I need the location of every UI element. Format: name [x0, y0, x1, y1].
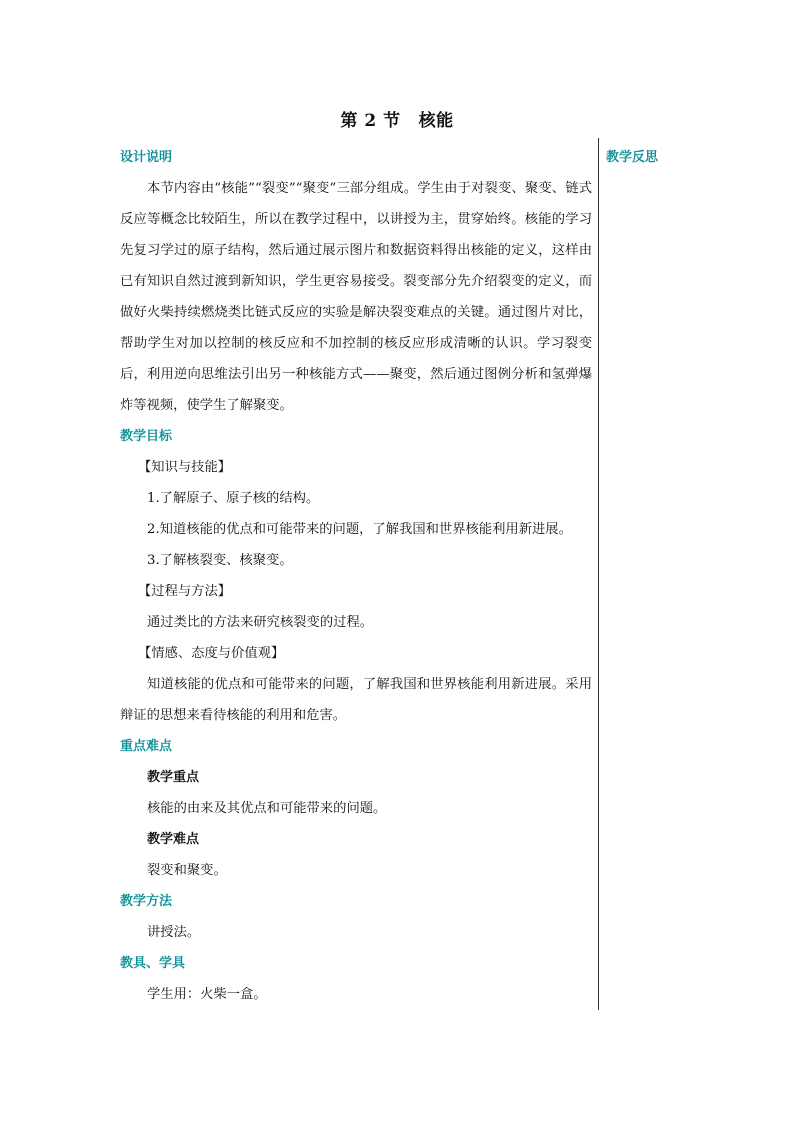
tools-heading: 教具、学具 — [120, 956, 186, 971]
knowledge-label: 【知识与技能】 — [138, 460, 232, 475]
knowledge-item-3: 3.了解核裂变、核聚变。 — [147, 553, 293, 568]
difficulty-text: 裂变和聚变。 — [147, 863, 227, 878]
column-divider — [598, 138, 599, 1010]
difficulty-label: 教学难点 — [147, 832, 200, 847]
keypoints-heading: 重点难点 — [120, 739, 173, 754]
section-number: 第 2 节 — [340, 111, 401, 131]
process-label: 【过程与方法】 — [138, 584, 232, 599]
section-name: 核能 — [418, 111, 454, 131]
method-text: 讲授法。 — [147, 925, 201, 940]
main-content — [120, 142, 592, 1010]
tools-text: 学生用：火柴一盒。 — [147, 987, 267, 1002]
emotion-text: 知道核能的优点和可能带来的问题，了解我国和世界核能利用新进展。采用辩证的思想来看待核能的利用和危害。 — [120, 677, 592, 723]
objectives-heading: 教学目标 — [120, 429, 173, 444]
knowledge-item-1: 1.了解原子、原子核的结构。 — [147, 491, 320, 506]
focus-label: 教学重点 — [147, 770, 200, 785]
process-text: 通过类比的方法来研究核裂变的过程。 — [147, 615, 374, 630]
knowledge-item-2: 2.知道核能的优点和可能带来的问题，了解我国和世界核能利用新进展。 — [147, 522, 572, 537]
design-paragraph: 本节内容由“核能”“裂变”“聚变”三部分组成。学生由于对裂变、聚变、链式反应等概念比较陌生，所以在教学过程中，以讲授为主，贯穿始终。核能的学习先复习学过的原子结构，然后通过展示图片和数据资料得出核能的定义，这样由已有知识自然过渡到新知识，学生更容易接受。裂变部分先介绍裂变的定义，而做好火柴持续燃烧类比链式反应的实验是解决裂变难点的关键。通过图片对比，帮助学生对加以控制的核反应和不加控制的核反应形成清晰的认识。学习裂变后，利用逆向思维法引出另一种核能方式——聚变，然后通过图例分析和氢弹爆炸等视频，使学生了解聚变。 — [120, 181, 592, 413]
emotion-label: 【情感、态度与价值观】 — [138, 646, 285, 661]
focus-text: 核能的由来及其优点和可能带来的问题。 — [147, 801, 387, 816]
reflection-heading: 教学反思 — [606, 150, 659, 165]
design-heading: 设计说明 — [120, 150, 173, 165]
page-title — [0, 106, 794, 131]
method-heading: 教学方法 — [120, 894, 173, 909]
